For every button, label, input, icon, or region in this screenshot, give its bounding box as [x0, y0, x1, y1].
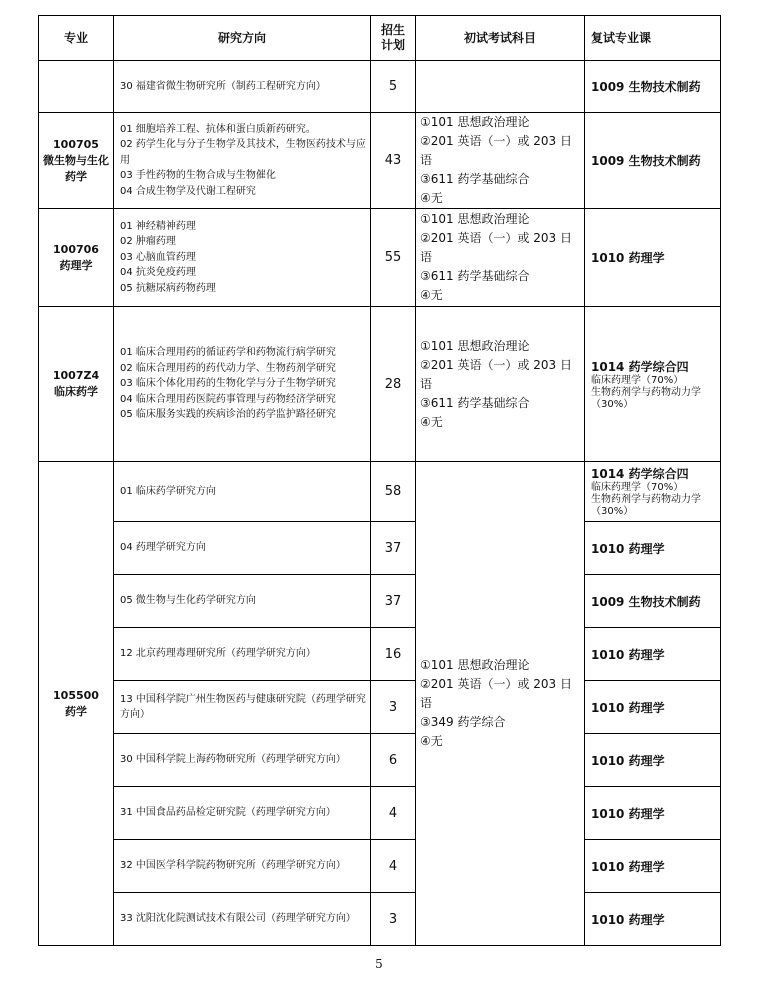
major-cell	[39, 209, 114, 307]
direction-item: 02 肿瘤药理	[120, 236, 176, 248]
header-exam: 初试考试科目	[416, 16, 585, 61]
exam-item: ②201 英语（一）或 203 日语	[420, 677, 573, 710]
retest-main: 1010 药理学	[591, 912, 665, 927]
retest-cell	[585, 61, 721, 113]
exam-item: ①101 思想政治理论	[420, 338, 530, 353]
exam-item: ①101 思想政治理论	[420, 115, 530, 129]
table-row	[39, 61, 721, 113]
plan-cell: 6	[371, 734, 416, 787]
retest-cell	[585, 734, 721, 787]
table-row	[39, 209, 721, 307]
exam-item: ④无	[420, 191, 443, 205]
retest-main: 1010 药理学	[591, 647, 665, 662]
plan-cell: 37	[371, 575, 416, 628]
exam-item: ②201 英语（一）或 203 日语	[420, 134, 573, 167]
plan-cell: 3	[371, 681, 416, 734]
direction-item: 01 神经精神药理	[120, 220, 196, 232]
retest-cell	[585, 522, 721, 575]
retest-cell	[585, 840, 721, 893]
page-number: 5	[375, 957, 383, 971]
major-code: 100706	[53, 242, 99, 256]
major-name: 临床药学	[54, 385, 98, 398]
major-cell	[39, 307, 114, 462]
retest-main: 1009 生物技术制药	[591, 594, 701, 609]
table-row	[39, 628, 721, 681]
retest-main: 1010 药理学	[591, 541, 665, 556]
retest-cell	[585, 628, 721, 681]
retest-sub: 生物药剂学与药物动力学（30%）	[591, 494, 701, 517]
direction-item: 02 药学生化与分子生物学及其技术，生物医药技术与应用	[120, 139, 366, 166]
direction-item: 03 手性药物的生物合成与生物催化	[120, 170, 276, 182]
retest-main: 1009 生物技术制药	[591, 154, 701, 168]
retest-sub: 临床药理学（70%）	[591, 482, 684, 493]
plan-cell: 58	[371, 462, 416, 522]
direction-cell	[114, 113, 371, 209]
table-row	[39, 575, 721, 628]
direction-item: 02 临床合理用药的药代动力学、生物药剂学研究	[120, 362, 336, 374]
plan-cell: 4	[371, 787, 416, 840]
major-cell	[39, 61, 114, 113]
header-row	[39, 16, 721, 61]
direction-cell: 33 沈阳沈化院测试技术有限公司（药理学研究方向）	[114, 893, 371, 946]
major-name: 药理学	[59, 258, 93, 272]
retest-sub: 生物药剂学与药物动力学（30%）	[591, 386, 701, 410]
exam-item: ③349 药学综合	[420, 715, 506, 729]
header-retest: 复试专业课	[585, 16, 721, 61]
table-row	[39, 840, 721, 893]
plan-cell: 5	[371, 61, 416, 113]
admissions-table	[38, 15, 721, 946]
plan-cell: 28	[371, 307, 416, 462]
direction-cell: 31 中国食品药品检定研究院（药理学研究方向）	[114, 787, 371, 840]
direction-cell: 04 药理学研究方向	[114, 522, 371, 575]
plan-cell: 4	[371, 840, 416, 893]
direction-item: 01 细胞培养工程、抗体和蛋白质新药研究。	[120, 123, 316, 135]
direction-cell: 05 微生物与生化药学研究方向	[114, 575, 371, 628]
plan-cell: 43	[371, 113, 416, 209]
major-cell	[39, 113, 114, 209]
direction-cell: 12 北京药理毒理研究所（药理学研究方向）	[114, 628, 371, 681]
exam-cell	[416, 462, 585, 946]
table-row	[39, 893, 721, 946]
plan-cell: 3	[371, 893, 416, 946]
exam-item: ③611 药学基础综合	[420, 269, 530, 283]
plan-cell: 16	[371, 628, 416, 681]
exam-cell	[416, 209, 585, 307]
exam-item: ①101 思想政治理论	[420, 658, 530, 672]
direction-item: 03 心脑血管药理	[120, 251, 196, 263]
header-direction: 研究方向	[114, 16, 371, 61]
plan-cell: 37	[371, 522, 416, 575]
exam-cell	[416, 307, 585, 462]
major-name: 微生物与生化药学	[43, 153, 109, 183]
direction-cell: 30 中国科学院上海药物研究所（药理学研究方向）	[114, 734, 371, 787]
exam-item: ③611 药学基础综合	[420, 395, 530, 410]
exam-item: ②201 英语（一）或 203 日语	[420, 357, 573, 391]
direction-cell: 32 中国医学科学院药物研究所（药理学研究方向）	[114, 840, 371, 893]
direction-item: 30 福建省微生物研究所（制药工程研究方向）	[120, 80, 326, 92]
exam-item: ④无	[420, 734, 443, 748]
exam-cell	[416, 61, 585, 113]
retest-cell	[585, 462, 721, 522]
direction-item: 05 临床服务实践的疾病诊治的药学监护路径研究	[120, 409, 336, 421]
retest-cell	[585, 893, 721, 946]
table-row	[39, 113, 721, 209]
retest-cell	[585, 575, 721, 628]
direction-cell: 01 临床药学研究方向	[114, 462, 371, 522]
retest-main: 1010 药理学	[591, 700, 665, 715]
retest-cell	[585, 209, 721, 307]
table-row	[39, 787, 721, 840]
retest-main: 1009 生物技术制药	[591, 80, 701, 94]
retest-main: 1014 药学综合四	[591, 467, 689, 481]
major-cell	[39, 462, 114, 946]
direction-cell	[114, 61, 371, 113]
retest-main: 1010 药理学	[591, 806, 665, 821]
header-major: 专业	[39, 16, 114, 61]
direction-item: 04 抗炎免疫药理	[120, 267, 196, 279]
exam-item: ③611 药学基础综合	[420, 172, 530, 186]
retest-cell	[585, 787, 721, 840]
major-code: 105500	[53, 688, 99, 702]
retest-cell	[585, 113, 721, 209]
exam-item: ①101 思想政治理论	[420, 212, 530, 226]
retest-main: 1010 药理学	[591, 859, 665, 874]
direction-cell: 13 中国科学院广州生物医药与健康研究院（药理学研究方向）	[114, 681, 371, 734]
table-row	[39, 681, 721, 734]
major-code: 1007Z4	[52, 369, 100, 382]
plan-cell: 55	[371, 209, 416, 307]
direction-item: 01 临床合理用药的循证药学和药物流行病学研究	[120, 347, 336, 359]
retest-main: 1010 药理学	[591, 753, 665, 768]
table-row	[39, 522, 721, 575]
retest-main: 1010 药理学	[591, 251, 665, 265]
retest-cell	[585, 681, 721, 734]
table-row	[39, 307, 721, 462]
direction-item: 03 临床个体化用药的生物化学与分子生物学研究	[120, 378, 336, 390]
exam-cell	[416, 113, 585, 209]
direction-item: 04 临床合理用药医院药事管理与药物经济学研究	[120, 393, 336, 405]
major-name: 药学	[65, 704, 87, 718]
direction-cell	[114, 209, 371, 307]
major-code: 100705	[53, 137, 99, 151]
exam-item: ②201 英语（一）或 203 日语	[420, 231, 573, 264]
direction-cell	[114, 307, 371, 462]
retest-main: 1014 药学综合四	[591, 359, 689, 374]
exam-item: ④无	[420, 414, 443, 429]
table-row	[39, 462, 721, 522]
retest-sub: 临床药理学（70%）	[591, 374, 684, 386]
exam-item: ④无	[420, 288, 443, 302]
table-row	[39, 734, 721, 787]
header-plan: 招生 计划	[371, 16, 416, 61]
retest-cell	[585, 307, 721, 462]
direction-item: 04 合成生物学及代谢工程研究	[120, 185, 256, 197]
direction-item: 05 抗糖尿病药物药理	[120, 282, 216, 294]
